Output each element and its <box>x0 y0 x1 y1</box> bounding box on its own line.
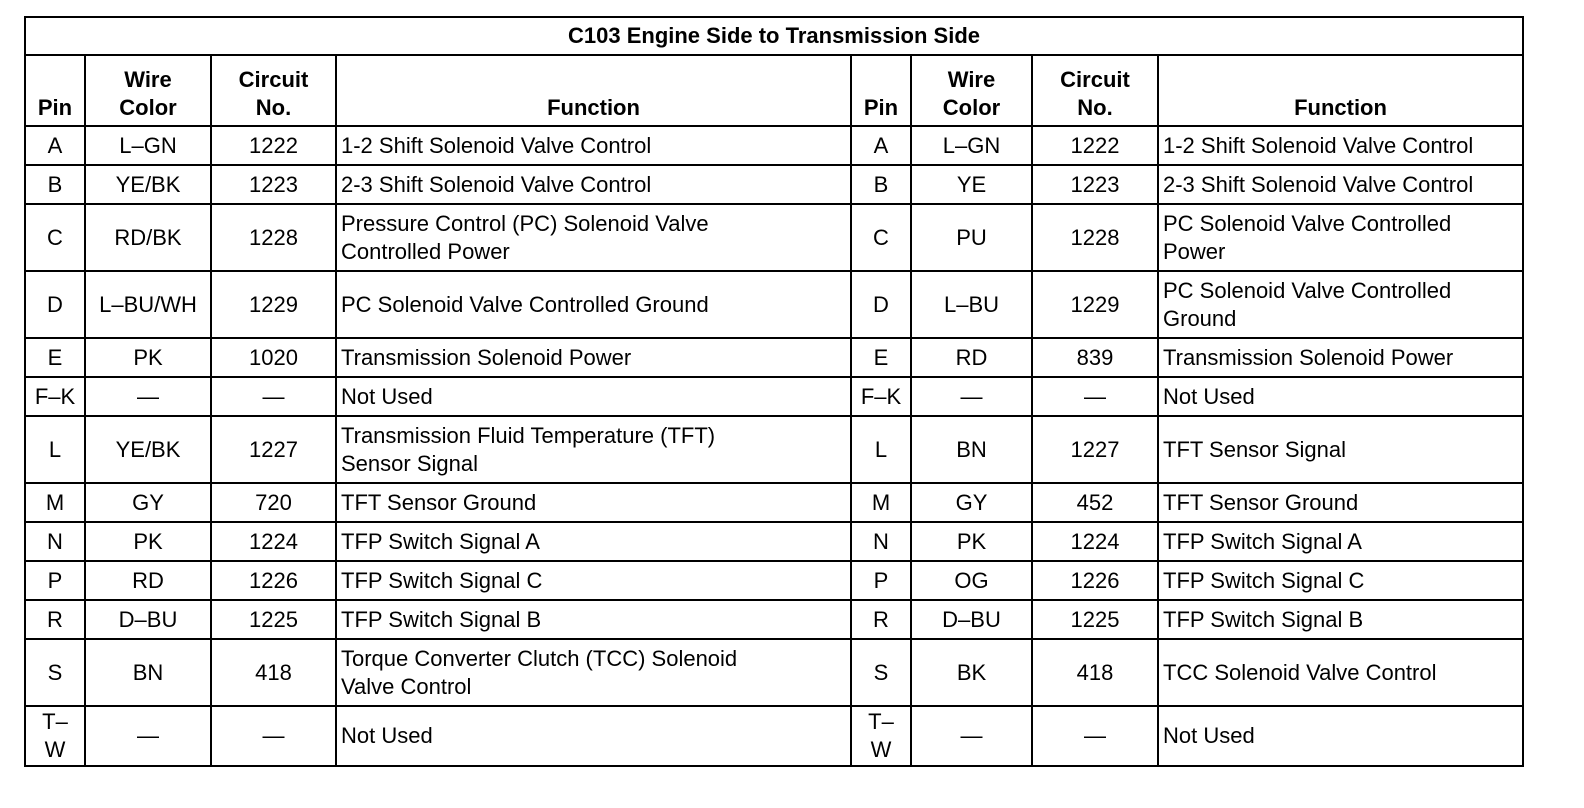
engine-wire-color: PK <box>85 338 211 377</box>
trans-function: PC Solenoid Valve Controlled Ground <box>1158 271 1523 338</box>
trans-wire-color: RD <box>911 338 1032 377</box>
table-row <box>25 126 1523 165</box>
column-header-row <box>25 55 1523 126</box>
engine-pin: N <box>25 522 85 561</box>
engine-wire-color-header: Wire Color <box>85 55 211 126</box>
trans-circuit-no: 1223 <box>1032 165 1158 204</box>
trans-pin: R <box>851 600 911 639</box>
connector-pinout-table <box>24 16 1524 767</box>
table-row <box>25 416 1523 483</box>
trans-function: TFP Switch Signal A <box>1158 522 1523 561</box>
engine-circuit-no: — <box>211 377 336 416</box>
engine-pin: D <box>25 271 85 338</box>
trans-circuit-no-header: Circuit No. <box>1032 55 1158 126</box>
trans-wire-color: GY <box>911 483 1032 522</box>
trans-function-header: Function <box>1158 55 1523 126</box>
trans-circuit-no: — <box>1032 377 1158 416</box>
table-row <box>25 639 1523 706</box>
engine-pin: B <box>25 165 85 204</box>
trans-function: Not Used <box>1158 706 1523 766</box>
engine-circuit-no: 1226 <box>211 561 336 600</box>
table-row <box>25 338 1523 377</box>
trans-pin: B <box>851 165 911 204</box>
engine-wire-color: L–BU/WH <box>85 271 211 338</box>
engine-function: Torque Converter Clutch (TCC) Solenoid Valve Control <box>336 639 851 706</box>
engine-wire-color: PK <box>85 522 211 561</box>
table-row <box>25 483 1523 522</box>
engine-wire-color: D–BU <box>85 600 211 639</box>
trans-pin: C <box>851 204 911 271</box>
engine-function: TFP Switch Signal B <box>336 600 851 639</box>
trans-function: Not Used <box>1158 377 1523 416</box>
trans-circuit-no: 839 <box>1032 338 1158 377</box>
engine-function: Not Used <box>336 706 851 766</box>
table-row <box>25 377 1523 416</box>
trans-circuit-no: 1229 <box>1032 271 1158 338</box>
trans-pin: D <box>851 271 911 338</box>
trans-function: Transmission Solenoid Power <box>1158 338 1523 377</box>
trans-wire-color-header: Wire Color <box>911 55 1032 126</box>
trans-pin: N <box>851 522 911 561</box>
table-row <box>25 522 1523 561</box>
trans-pin: E <box>851 338 911 377</box>
engine-wire-color: RD/BK <box>85 204 211 271</box>
trans-pin: S <box>851 639 911 706</box>
trans-pin: T– W <box>851 706 911 766</box>
engine-pin: F–K <box>25 377 85 416</box>
engine-circuit-no: 1225 <box>211 600 336 639</box>
trans-pin-header: Pin <box>851 55 911 126</box>
engine-circuit-no: 1229 <box>211 271 336 338</box>
engine-function-header: Function <box>336 55 851 126</box>
trans-function: PC Solenoid Valve Controlled Power <box>1158 204 1523 271</box>
trans-wire-color: YE <box>911 165 1032 204</box>
trans-pin: L <box>851 416 911 483</box>
trans-function: 1-2 Shift Solenoid Valve Control <box>1158 126 1523 165</box>
trans-pin: P <box>851 561 911 600</box>
trans-circuit-no: — <box>1032 706 1158 766</box>
trans-wire-color: — <box>911 706 1032 766</box>
trans-circuit-no: 1227 <box>1032 416 1158 483</box>
engine-function: TFP Switch Signal A <box>336 522 851 561</box>
table-row <box>25 204 1523 271</box>
engine-wire-color: RD <box>85 561 211 600</box>
engine-circuit-no: 1222 <box>211 126 336 165</box>
engine-circuit-no-header: Circuit No. <box>211 55 336 126</box>
trans-circuit-no: 452 <box>1032 483 1158 522</box>
engine-wire-color: — <box>85 706 211 766</box>
engine-wire-color: — <box>85 377 211 416</box>
engine-function: TFT Sensor Ground <box>336 483 851 522</box>
engine-wire-color: L–GN <box>85 126 211 165</box>
engine-wire-color: GY <box>85 483 211 522</box>
trans-function: 2-3 Shift Solenoid Valve Control <box>1158 165 1523 204</box>
engine-function: 2-3 Shift Solenoid Valve Control <box>336 165 851 204</box>
trans-circuit-no: 1225 <box>1032 600 1158 639</box>
engine-pin: R <box>25 600 85 639</box>
engine-pin: S <box>25 639 85 706</box>
engine-pin: L <box>25 416 85 483</box>
table-title: C103 Engine Side to Transmission Side <box>25 17 1523 55</box>
engine-wire-color: YE/BK <box>85 165 211 204</box>
trans-pin: A <box>851 126 911 165</box>
engine-pin: A <box>25 126 85 165</box>
table-row <box>25 706 1523 766</box>
engine-function: Pressure Control (PC) Solenoid Valve Controlled Power <box>336 204 851 271</box>
trans-circuit-no: 418 <box>1032 639 1158 706</box>
trans-circuit-no: 1228 <box>1032 204 1158 271</box>
trans-wire-color: — <box>911 377 1032 416</box>
engine-circuit-no: 1020 <box>211 338 336 377</box>
engine-pin: E <box>25 338 85 377</box>
trans-circuit-no: 1224 <box>1032 522 1158 561</box>
trans-wire-color: BK <box>911 639 1032 706</box>
engine-function: 1-2 Shift Solenoid Valve Control <box>336 126 851 165</box>
engine-pin: C <box>25 204 85 271</box>
table-row <box>25 165 1523 204</box>
trans-function: TFP Switch Signal B <box>1158 600 1523 639</box>
table-row <box>25 271 1523 338</box>
engine-circuit-no: 1224 <box>211 522 336 561</box>
trans-function: TCC Solenoid Valve Control <box>1158 639 1523 706</box>
engine-function: PC Solenoid Valve Controlled Ground <box>336 271 851 338</box>
trans-wire-color: OG <box>911 561 1032 600</box>
table-row <box>25 600 1523 639</box>
engine-pin: M <box>25 483 85 522</box>
engine-function: Transmission Solenoid Power <box>336 338 851 377</box>
trans-wire-color: PU <box>911 204 1032 271</box>
trans-wire-color: D–BU <box>911 600 1032 639</box>
table-row <box>25 561 1523 600</box>
trans-function: TFT Sensor Ground <box>1158 483 1523 522</box>
trans-circuit-no: 1222 <box>1032 126 1158 165</box>
engine-function: Not Used <box>336 377 851 416</box>
engine-circuit-no: 1227 <box>211 416 336 483</box>
engine-circuit-no: 1228 <box>211 204 336 271</box>
engine-pin: P <box>25 561 85 600</box>
engine-function: TFP Switch Signal C <box>336 561 851 600</box>
engine-circuit-no: — <box>211 706 336 766</box>
trans-wire-color: PK <box>911 522 1032 561</box>
trans-wire-color: BN <box>911 416 1032 483</box>
engine-pin: T– W <box>25 706 85 766</box>
trans-function: TFP Switch Signal C <box>1158 561 1523 600</box>
trans-pin: M <box>851 483 911 522</box>
engine-pin-header: Pin <box>25 55 85 126</box>
engine-circuit-no: 418 <box>211 639 336 706</box>
trans-pin: F–K <box>851 377 911 416</box>
trans-function: TFT Sensor Signal <box>1158 416 1523 483</box>
engine-circuit-no: 720 <box>211 483 336 522</box>
trans-wire-color: L–BU <box>911 271 1032 338</box>
trans-circuit-no: 1226 <box>1032 561 1158 600</box>
engine-wire-color: YE/BK <box>85 416 211 483</box>
engine-wire-color: BN <box>85 639 211 706</box>
engine-circuit-no: 1223 <box>211 165 336 204</box>
trans-wire-color: L–GN <box>911 126 1032 165</box>
engine-function: Transmission Fluid Temperature (TFT) Sensor Signal <box>336 416 851 483</box>
